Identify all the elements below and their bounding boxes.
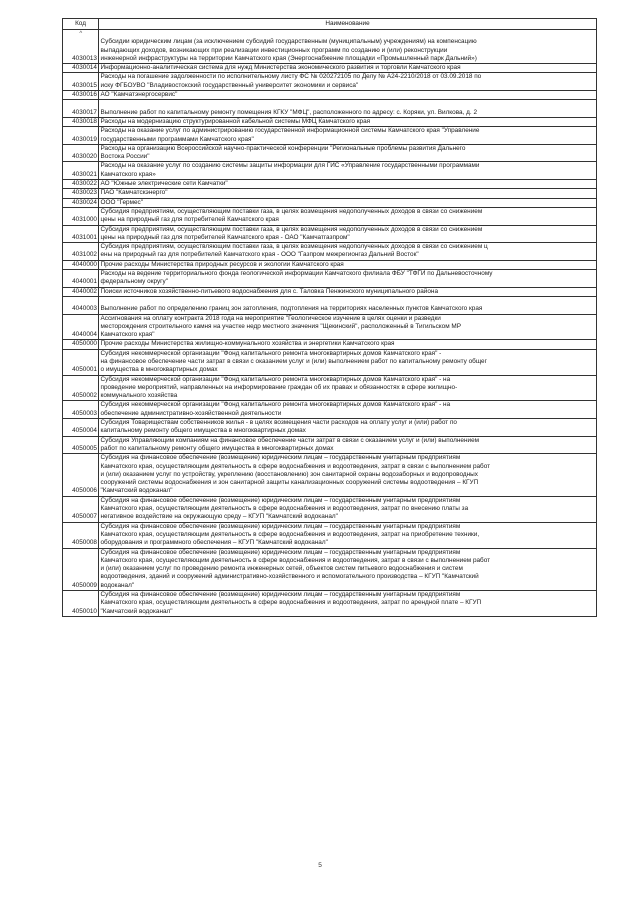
- row-code: [63, 522, 99, 548]
- row-name-line: Субсидия на финансовое обеспечение (возмещение) юридическим лицам – государственным унитарным предприятиям: [100, 591, 461, 598]
- row-name-line: [101, 100, 595, 108]
- row-name-line: Информационно-аналитическая система для нужд Министерства экономического развития и торговли Камчатского края: [100, 64, 461, 72]
- row-code: [63, 207, 99, 225]
- row-code-value: 4040004: [72, 331, 97, 339]
- row-name: [99, 496, 597, 522]
- header-code: Код: [63, 19, 99, 30]
- row-name-line: Субсидия на финансовое обеспечение (возмещение) юридическим лицам – государственным унитарным предприятиям: [100, 548, 461, 556]
- row-name-line: инженерной инфраструктуры на территории Камчатского края (Энергоснабжение площадки «Промышленный парк Дальний»): [100, 54, 477, 62]
- table-row: [63, 314, 597, 340]
- row-name: [99, 225, 597, 243]
- row-code: [63, 340, 99, 349]
- table-row: [63, 207, 597, 225]
- row-name-line: Субсидия на финансовое обеспечение (возмещение) юридическим лицам – государственным унитарным предприятиям: [100, 496, 461, 504]
- table-row: [63, 591, 597, 617]
- row-code: [63, 591, 99, 617]
- row-name-line: Субсидия Управляющим компаниям на финансовое обеспечение части затрат в связи с оказанием услуг и (или) выполнением: [100, 436, 480, 444]
- row-name-line: выпадающих доходов, возникающих при реализации инвестиционных программ по созданию и (или) реконструкции: [100, 46, 448, 54]
- table-row: [63, 436, 597, 454]
- row-name-line: государственными программами Камчатского края": [100, 135, 254, 143]
- row-name-line: Субсидия предприятиям, осуществляющим поставки газа, в целях возмещения недополученных доходов в связи со снижением: [100, 207, 483, 215]
- row-name: [99, 73, 597, 91]
- row-code: [63, 419, 99, 437]
- row-code-value: 4030023: [72, 189, 97, 197]
- row-name-line: Поиски источников хозяйственно-питьевого водоснабжения для с. Таловка Пенжинского муниципального района: [100, 287, 439, 295]
- row-code: [63, 496, 99, 522]
- row-code-value: 4030022: [72, 180, 97, 188]
- row-code-value: 4050009: [72, 581, 97, 589]
- table-row: [63, 180, 597, 189]
- row-code: [63, 454, 99, 496]
- table-row: [63, 260, 597, 269]
- row-name: [99, 243, 597, 261]
- row-name-line: иску ФГБОУВО "Владивостокский государственный университет экономики и сервиса": [100, 81, 359, 89]
- row-name-line: Камчатского края, осуществляющим деятельность в сфере водоснабжения и водоотведения, затрат в связи с выполнением работ: [100, 556, 491, 564]
- row-name-line: оборудования и программного обеспечения – КГУП "Камчатский водоканал": [100, 539, 328, 547]
- row-code: [63, 296, 99, 314]
- table-row: [63, 64, 597, 73]
- row-code-value: 4030014: [72, 64, 97, 72]
- row-name-line: АО "Камчатэнергосервис": [100, 91, 178, 99]
- row-name-line: Камчатского края»: [100, 170, 156, 178]
- row-name-line: и (или) оказанием услуг по устройству, укреплению (восстановлению) зон санитарной охраны водозаборных и водопроводных: [100, 470, 478, 478]
- table-row: [63, 522, 597, 548]
- row-code-value: 4050010: [72, 607, 97, 615]
- row-name-line: федеральному округу": [100, 278, 168, 286]
- row-code: [63, 401, 99, 419]
- row-code: [63, 30, 99, 64]
- row-name-line: обеспечение административно-хозяйственной деятельности: [100, 409, 282, 417]
- row-code-value: 4040001: [72, 278, 97, 286]
- row-code: [63, 73, 99, 91]
- row-name: [99, 30, 597, 64]
- row-name-line: Расходы на погашение задолженности по исполнительному листу ФС № 020272105 по Делу № А24-2210/2018 от 03.09.2018 по: [100, 73, 482, 81]
- row-name: [99, 522, 597, 548]
- row-name-line: Субсидии юридическим лицам (за исключением субсидий государственным (муниципальным) учреждениям) на компенсацию: [100, 38, 477, 46]
- row-name: [99, 287, 597, 296]
- row-name: [99, 340, 597, 349]
- row-name: [99, 436, 597, 454]
- row-code: [63, 243, 99, 261]
- row-code: [63, 225, 99, 243]
- row-code: [63, 127, 99, 145]
- row-name-line: водоканал": [100, 581, 135, 589]
- row-name: [99, 64, 597, 73]
- row-name-line: Выполнение работ по определению границ зон затопления, подтопления на территориях населенных пунктов Камчатского края: [100, 305, 483, 313]
- row-name: [99, 454, 597, 496]
- table-row: [63, 243, 597, 261]
- row-code-value: 4040000: [72, 260, 97, 268]
- row-name-line: и (или) оказанием услуг по проведению ремонта инженерных сетей, объектов систем питьевого водоснабжения и систем: [100, 565, 463, 573]
- row-code-value: 4050008: [72, 539, 97, 547]
- row-code-value: 4030016: [72, 91, 97, 99]
- table-row: [63, 454, 597, 496]
- row-name-line: "Камчатский водоканал": [100, 487, 173, 495]
- row-name: [99, 401, 597, 419]
- table-row: [63, 225, 597, 243]
- row-code: [63, 436, 99, 454]
- row-name-line: Расходы на оказание услуг по администрированию государственной информационной системы Камчатского края "Управление: [100, 127, 480, 135]
- row-code: [63, 548, 99, 590]
- row-code-value: 4030018: [72, 117, 97, 125]
- row-code: [63, 64, 99, 73]
- table-row: [63, 144, 597, 162]
- table-row: [63, 270, 597, 288]
- row-code-value: 4031001: [72, 233, 97, 241]
- row-code-value: 4050005: [72, 444, 97, 452]
- row-code: [63, 260, 99, 269]
- row-marker: ^: [79, 31, 83, 37]
- row-code-value: 4050003: [72, 409, 97, 417]
- row-name: [99, 189, 597, 198]
- row-name-line: Камчатского края, осуществляющим деятельность в сфере водоснабжения и водоотведения, затрат по внесению платы за: [100, 505, 469, 513]
- row-code: [63, 144, 99, 162]
- row-name: [99, 296, 597, 314]
- row-name-line: [101, 297, 595, 305]
- row-code-value: 4031002: [72, 251, 97, 259]
- row-name-line: на финансовое обеспечение части затрат в связи с оказанием услуг и (или) выполнением работ по капитальному ремонту общег: [100, 357, 487, 365]
- table-row: [63, 349, 597, 375]
- table-body: [63, 30, 597, 617]
- row-name-line: Прочие расходы Министерства природных ресурсов и экологии Камчатского края: [100, 260, 344, 268]
- row-code-value: 4030020: [72, 153, 97, 161]
- row-code-value: 4030013: [72, 54, 97, 62]
- row-name: [99, 144, 597, 162]
- row-code-value: 4030021: [72, 170, 97, 178]
- row-name-line: водоотведения, зданий и сооружений административно-хозяйственного и вспомогательного производства – КГУП "Камчатский: [100, 573, 479, 581]
- table-row: [63, 162, 597, 180]
- row-name: [99, 127, 597, 145]
- row-name-line: Выполнение работ по капитальному ремонту помещения КГКУ "МФЦ", расположенного по адресу: с. Коряки, ул. Вилкова, д. 2: [100, 108, 477, 116]
- row-code: [63, 91, 99, 100]
- row-code-value: 4050002: [72, 392, 97, 400]
- row-code-value: 4030019: [72, 135, 97, 143]
- table-row: [63, 287, 597, 296]
- row-name: [99, 91, 597, 100]
- row-code: [63, 349, 99, 375]
- row-name-line: коммунального хозяйства: [100, 392, 178, 400]
- table-row: [63, 198, 597, 207]
- row-code: [63, 189, 99, 198]
- table-row: [63, 73, 597, 91]
- row-name-line: Субсидия предприятиям, осуществляющим поставки газа, в целях возмещения недополученных доходов в связи со снижением: [100, 225, 483, 233]
- row-name: [99, 270, 597, 288]
- row-name: [99, 548, 597, 590]
- table-row: [63, 419, 597, 437]
- row-name-line: работ по капитальному ремонту общего имущества в многоквартирных домах: [100, 444, 334, 452]
- row-name: [99, 198, 597, 207]
- row-name: [99, 162, 597, 180]
- table-row: [63, 548, 597, 590]
- row-name-line: месторождения строительного камня на участке недр местного значения "Щекинский", расположенный в Тигильском МР: [100, 322, 461, 330]
- row-code: [63, 198, 99, 207]
- row-name-line: ООО "Гермес": [100, 198, 144, 206]
- header-name: Наименование: [99, 19, 597, 30]
- row-name: [99, 314, 597, 340]
- row-name-line: Камчатского края, осуществляющим деятельность в сфере водоснабжения и водоотведения, затрат в связи с выполнением работ: [100, 462, 491, 470]
- table-row: [63, 127, 597, 145]
- row-code: [63, 287, 99, 296]
- document-page: [62, 18, 596, 617]
- row-name-line: ены на природный газ для потребителей Камчатского края - ООО "Газпром межрегионгаз Дальний Восток": [100, 251, 419, 259]
- row-code-value: 4050007: [72, 513, 97, 521]
- table-row: [63, 189, 597, 198]
- budget-codes-table: [62, 18, 597, 617]
- table-row: [63, 496, 597, 522]
- row-code: [63, 117, 99, 126]
- row-name-line: ПАО "Камчатскэнерго": [100, 189, 168, 197]
- row-code-value: 4050001: [72, 366, 97, 374]
- table-header-row: [63, 19, 597, 30]
- row-name-line: Субсидия предприятиям, осуществляющим поставки газа, в целях возмещения недополученных доходов в связи со снижением ц: [100, 243, 488, 251]
- row-name-line: Прочие расходы Министерства жилищно-коммунального хозяйства и энергетики Камчатского края: [100, 340, 395, 348]
- table-row: [63, 30, 597, 64]
- row-name-line: Расходы на организацию Всероссийской научно-практической конференции "Региональные проблемы развития Дальнего: [100, 144, 466, 152]
- row-name-line: Расходы на ведение территориального фонда геологической информации Камчатского филиала ФБУ "ТФГИ по Дальневосточному: [100, 270, 493, 278]
- row-code: [63, 270, 99, 288]
- row-name: [99, 591, 597, 617]
- row-code-value: 4031000: [72, 216, 97, 224]
- row-name-line: Камчатского края, осуществляющим деятельность в сфере водоснабжения и водоотведения, затрат на приобретение техники,: [100, 530, 480, 538]
- row-name-line: Субсидия на финансовое обеспечение (возмещение) юридическим лицам – государственным унитарным предприятиям: [100, 522, 461, 530]
- row-name: [99, 100, 597, 118]
- row-name-line: Востока России": [100, 153, 150, 161]
- row-name-line: негативное воздействие на окружающую среду – КГУП "Камчатский водоканал": [100, 513, 338, 521]
- row-name-line: проведение мероприятий, направленных на информирование граждан об их правах и обязанностях в сфере жилищно-: [100, 383, 458, 391]
- row-name-line: Расходы на модернизацию структурированной кабельной системы МФЦ Камчатского края: [100, 117, 371, 125]
- table-row: [63, 296, 597, 314]
- row-name-line: Камчатского края, осуществляющим деятельность в сфере водоснабжения и водоотведения, затрат по арендной плате – КГУП: [100, 599, 482, 607]
- row-code: [63, 180, 99, 189]
- row-name: [99, 260, 597, 269]
- row-name-line: Субсидия на финансовое обеспечение (возмещение) юридическим лицам – государственным унитарным предприятиям: [100, 454, 461, 462]
- row-name: [99, 419, 597, 437]
- row-name-line: цены на природный газ для потребителей Камчатского края: [100, 216, 279, 224]
- row-code: [63, 375, 99, 401]
- row-name: [99, 117, 597, 126]
- row-name-line: Расходы на оказание услуг по созданию системы защиты информации для ГИС «Управление государственными программами: [100, 162, 480, 170]
- row-name-line: цены на природный газ для потребителей Камчатского края - ОАО "Камчатгазпром": [100, 233, 350, 241]
- row-name-line: Ассигнования на оплату контракта 2018 года на мероприятие "Геологическое изучение в целях оценки и разведки: [100, 314, 441, 322]
- row-code-value: 4050006: [72, 487, 97, 495]
- row-name-line: Субсидия некоммерческой организации "Фонд капитального ремонта многоквартирных домов Камчатского края" -: [100, 349, 442, 357]
- table-row: [63, 340, 597, 349]
- row-name-line: "Камчатский водоканал": [100, 607, 173, 615]
- table-row: [63, 100, 597, 118]
- row-name: [99, 207, 597, 225]
- row-name-line: Субсидия Товариществам собственников жилья - в целях возмещения части расходов на оплату услуг и (или) работ по: [100, 419, 457, 427]
- table-row: [63, 117, 597, 126]
- row-code-value: 4050000: [72, 340, 97, 348]
- row-code-value: 4040002: [72, 287, 97, 295]
- row-name-line: о имущества в многоквартирных домах: [100, 366, 218, 374]
- row-name: [99, 180, 597, 189]
- row-code-value: 4050004: [72, 427, 97, 435]
- row-name-line: Субсидия некоммерческой организации "Фонд капитального ремонта многоквартирных домов Камчатского края" - на: [100, 401, 451, 409]
- row-code: [63, 314, 99, 340]
- row-name-line: сооружений системы водоснабжения и зон санитарной защиты канализационных сооружений системы водоотведения – КГУП: [100, 479, 479, 487]
- row-name: [99, 375, 597, 401]
- row-code-value: 4040003: [72, 305, 97, 313]
- row-name-line: капитальному ремонту общего имущества в многоквартирных домах: [100, 427, 306, 435]
- table-row: [63, 401, 597, 419]
- row-code: [63, 162, 99, 180]
- row-name-line: Субсидия некоммерческой организации "Фонд капитального ремонта многоквартирных домов Камчатского края" - на: [100, 375, 451, 383]
- row-code-value: 4030017: [72, 108, 97, 116]
- row-name: [99, 349, 597, 375]
- table-row: [63, 375, 597, 401]
- page-number: 5: [318, 862, 322, 869]
- row-name-line: Камчатского края": [100, 331, 155, 339]
- row-code-value: 4030015: [72, 81, 97, 89]
- row-code-value: 4030024: [72, 198, 97, 206]
- row-name-line: АО "Южные электрические сети Камчатки": [100, 180, 228, 188]
- row-code: [63, 100, 99, 118]
- table-row: [63, 91, 597, 100]
